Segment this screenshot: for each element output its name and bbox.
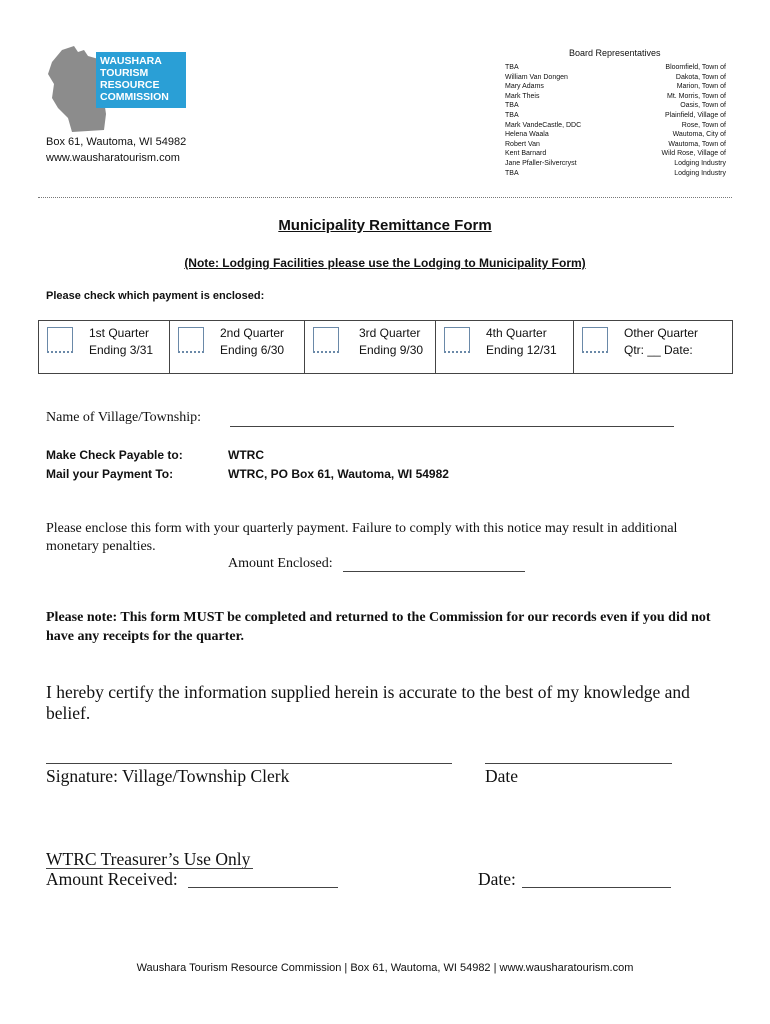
mail-payment-value: WTRC, PO Box 61, Wautoma, WI 54982 <box>228 467 449 481</box>
quarter-table <box>38 320 733 374</box>
board-member-name: Mark Theis <box>505 92 540 100</box>
amount-enclosed-label: Amount Enclosed: <box>228 556 333 571</box>
enclose-instructions: Please enclose this form with your quarterly payment. Failure to comply with this notice may result in additional monetary penalties. <box>46 521 678 554</box>
quarter-label: 1st Quarter Ending 3/31 <box>89 326 154 357</box>
quarter-checkbox[interactable] <box>582 327 608 353</box>
please-note: Please note: This form MUST be completed and returned to the Commission for our records even if you did not have any receipts for the quarter. <box>46 610 711 644</box>
board-member-place: Dakota, Town of <box>675 73 726 81</box>
board-member-places <box>662 63 726 178</box>
quarter-cell <box>39 321 170 373</box>
board-member-name: Mary Adams <box>505 83 544 91</box>
page-footer: Waushara Tourism Resource Commission | Box 61, Wautoma, WI 54982 | www.wausharatourism.com <box>136 962 634 974</box>
amount-received-field[interactable] <box>188 887 338 888</box>
quarter-checkbox[interactable] <box>313 327 339 353</box>
village-name-label: Name of Village/Township: <box>46 410 202 425</box>
check-payable-label: Make Check Payable to: <box>46 448 183 462</box>
date-label: Date <box>485 766 519 786</box>
board-member-name: Kent Barnard <box>505 150 547 158</box>
svg-text:COMMISSION: COMMISSION <box>100 91 169 103</box>
quarter-checkbox[interactable] <box>47 327 73 353</box>
board-member-place: Plainfield, Village of <box>665 111 726 119</box>
board-member-place: Wautoma, City of <box>672 131 726 139</box>
quarter-cell <box>305 321 436 373</box>
svg-text:WAUSHARA: WAUSHARA <box>100 55 162 67</box>
board-member-place: Bloomfield, Town of <box>665 64 726 71</box>
board-member-name: Mark VandeCastle, DDC <box>505 121 582 129</box>
quarter-label: 2nd Quarter Ending 6/30 <box>220 326 285 357</box>
treasurer-heading: WTRC Treasurer’s Use Only <box>46 849 251 869</box>
quarter-cell <box>170 321 305 373</box>
quarter-checkbox[interactable] <box>444 327 470 353</box>
board-member-name: Jane Pfaller-Silvercryst <box>505 159 577 167</box>
org-address: Box 61, Wautoma, WI 54982 <box>46 136 187 148</box>
amount-received-label: Amount Received: <box>46 869 178 889</box>
board-member-name: TBA <box>505 64 519 71</box>
check-instruction: Please check which payment is enclosed: <box>46 290 265 302</box>
treasurer-date-field[interactable] <box>522 887 671 888</box>
quarter-cell <box>436 321 574 373</box>
board-member-place: Wild Rose, Village of <box>661 150 726 158</box>
org-website: www.wausharatourism.com <box>46 152 180 164</box>
board-member-place: Lodging Industry <box>674 169 726 177</box>
form-title: Municipality Remittance Form <box>278 217 492 234</box>
header-divider <box>38 197 732 198</box>
signature-field[interactable] <box>46 763 452 764</box>
board-member-name: Helena Waala <box>505 131 549 139</box>
board-member-name: TBA <box>505 169 519 177</box>
wisconsin-map-icon <box>44 44 194 136</box>
quarter-label: Other Quarter Qtr: __ Date: <box>624 326 699 357</box>
board-title: Board Representatives <box>569 48 661 58</box>
mail-payment-label: Mail your Payment To: <box>46 467 174 481</box>
board-member-name: TBA <box>505 102 519 110</box>
board-member-name: Robert Van <box>505 140 540 148</box>
commission-logo <box>44 44 194 136</box>
certification-statement: I hereby certify the information supplied herein is accurate to the best of my knowledge and belief. <box>46 682 690 723</box>
board-member-place: Marion, Town of <box>676 83 726 91</box>
quarter-label: 4th Quarter Ending 12/31 <box>486 326 557 357</box>
board-member-place: Oasis, Town of <box>680 102 726 110</box>
board-member-name: William Van Dongen <box>505 73 568 81</box>
signature-label: Signature: Village/Township Clerk <box>46 766 290 786</box>
village-name-field[interactable] <box>230 426 674 427</box>
board-member-name: TBA <box>505 111 519 119</box>
board-member-place: Mt. Morris, Town of <box>667 92 726 100</box>
form-note: (Note: Lodging Facilities please use the Lodging to Municipality Form) <box>184 256 586 270</box>
quarter-label: 3rd Quarter Ending 9/30 <box>359 326 424 357</box>
quarter-cell <box>574 321 732 373</box>
quarter-checkbox[interactable] <box>178 327 204 353</box>
treasurer-date-label: Date: <box>478 869 516 889</box>
board-member-place: Lodging Industry <box>674 159 726 167</box>
amount-enclosed-field[interactable] <box>343 571 525 572</box>
check-payable-value: WTRC <box>228 448 264 462</box>
board-member-names <box>505 63 581 178</box>
svg-text:TOURISM: TOURISM <box>100 67 149 79</box>
svg-text:RESOURCE: RESOURCE <box>100 79 160 91</box>
board-member-place: Rose, Town of <box>681 121 726 129</box>
board-member-place: Wautoma, Town of <box>668 140 726 148</box>
date-field[interactable] <box>485 763 672 764</box>
